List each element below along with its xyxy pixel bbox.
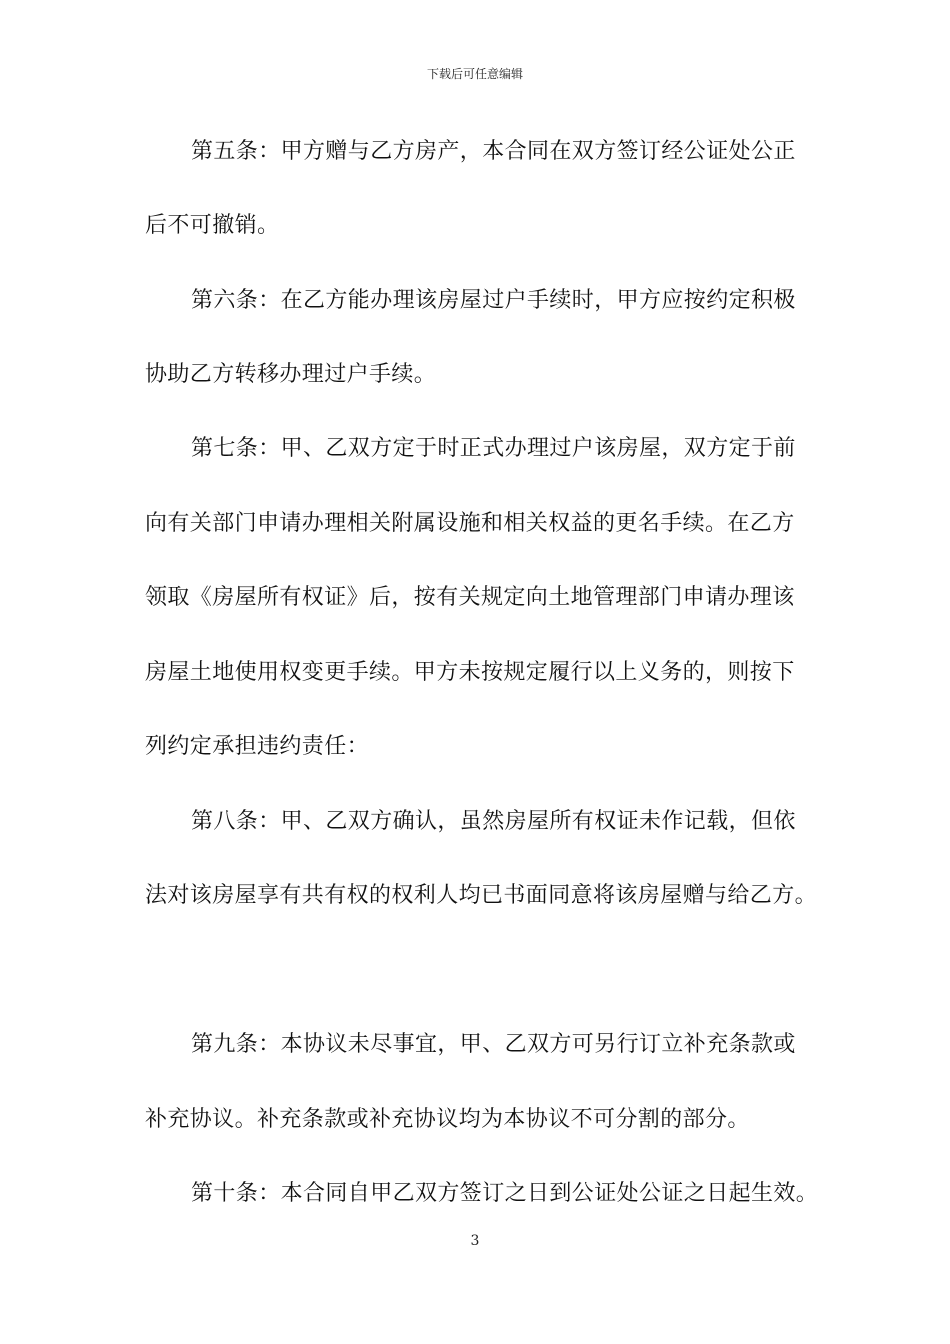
- paragraph-line: 领取《房屋所有权证》后，按有关规定向土地管理部门申请办理该: [145, 585, 795, 610]
- paragraph-line: 后不可撤销。: [145, 213, 280, 238]
- page-header: 下载后可任意编辑: [426, 67, 523, 81]
- paragraph-line: 第七条：甲、乙双方定于时正式办理过户该房屋，双方定于前: [191, 436, 796, 461]
- paragraph-line: 第八条：甲、乙双方确认，虽然房屋所有权证未作记载，但依: [191, 809, 796, 834]
- page-number: 3: [470, 1233, 480, 1249]
- paragraph-line: 第六条：在乙方能办理该房屋过户手续时，甲方应按约定积极: [191, 288, 796, 313]
- paragraph-line: 第五条：甲方赠与乙方房产，本合同在双方签订经公证处公正: [191, 139, 796, 164]
- paragraph-line: 协助乙方转移办理过户手续。: [145, 362, 437, 387]
- paragraph-line: 第九条：本协议未尽事宜，甲、乙双方可另行订立补充条款或: [191, 1032, 796, 1057]
- paragraph-line: 第十条：本合同自甲乙双方签订之日到公证处公证之日起生效。: [191, 1181, 819, 1206]
- paragraph-line: 向有关部门申请办理相关附属设施和相关权益的更名手续。在乙方: [145, 511, 795, 536]
- paragraph-line: 补充协议。补充条款或补充协议均为本协议不可分割的部分。: [145, 1107, 750, 1132]
- paragraph-line: 房屋土地使用权变更手续。甲方未按规定履行以上义务的，则按下: [145, 660, 795, 685]
- paragraph-line: 法对该房屋享有共有权的权利人均已书面同意将该房屋赠与给乙方。: [145, 883, 818, 908]
- paragraph-line: 列约定承担违约责任：: [145, 734, 370, 759]
